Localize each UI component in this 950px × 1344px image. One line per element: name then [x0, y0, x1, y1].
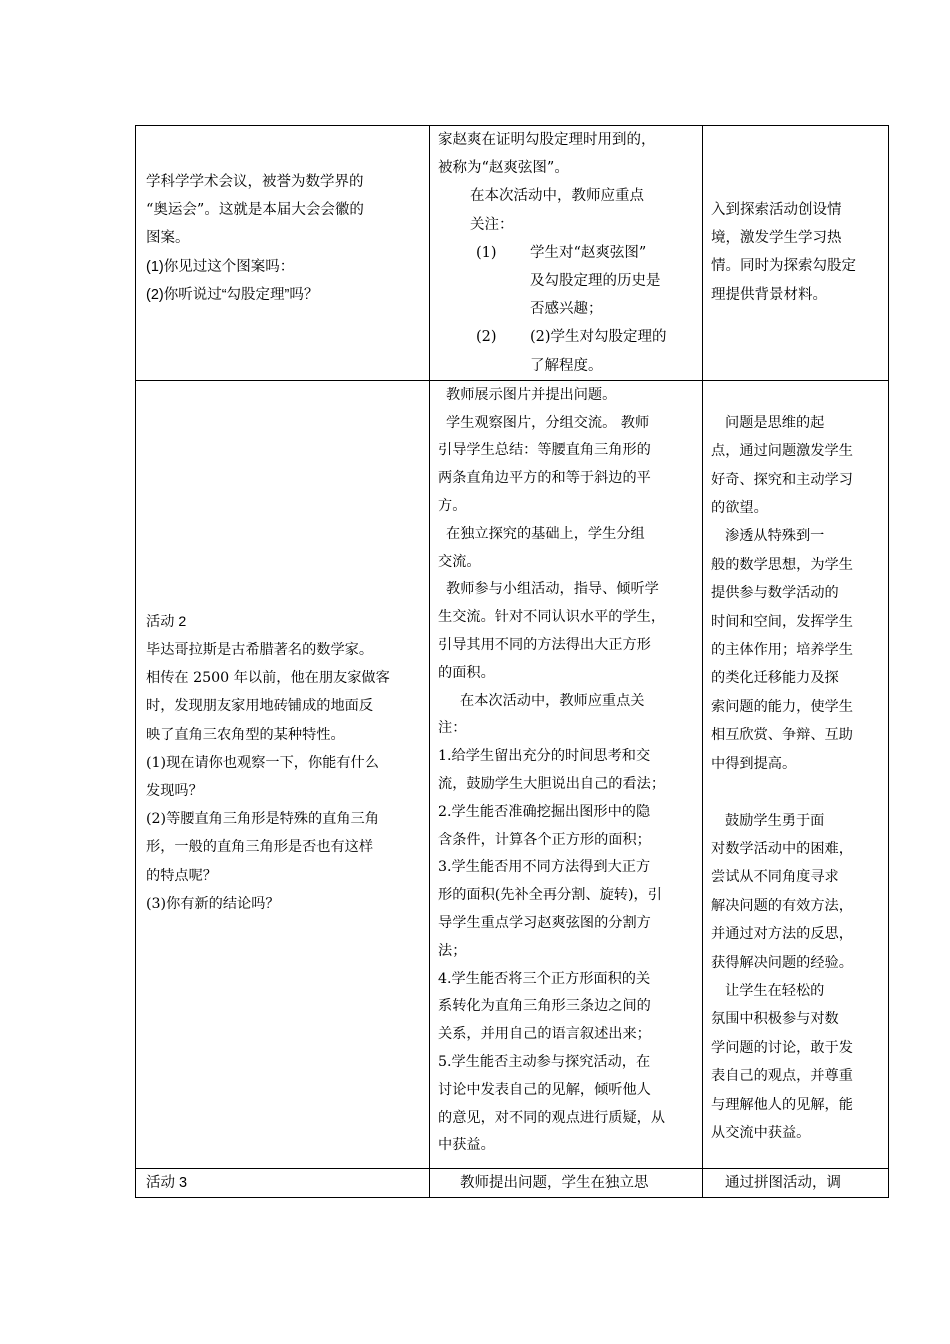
text-line: 获得解决问题的经验。 — [711, 954, 853, 971]
text-line: 境，激发学生学习热 — [711, 230, 842, 247]
text-line: 对数学活动中的困难， — [711, 840, 853, 857]
design-intent-cell — [703, 126, 889, 381]
activity-title: 活动 2 — [146, 613, 187, 630]
text-line: 渗透从特殊到一 — [725, 528, 825, 545]
teacher-student-activity-cell — [430, 126, 703, 381]
text-line: 学问题的讨论，敢于发 — [711, 1039, 853, 1056]
activity-description-cell — [136, 1168, 430, 1197]
question-line: (1)现在请你也观察一下，你能有什么 — [146, 754, 379, 771]
text-line: 引导其用不同的方法得出大正方形 — [438, 637, 651, 653]
text-line: 方。 — [438, 498, 467, 515]
list-item — [438, 239, 702, 324]
item-number: (2) — [476, 329, 497, 346]
text-line: 的欲望。 — [711, 500, 768, 517]
text-line: 从交流中获益。 — [711, 1124, 811, 1141]
list-item: 2.学生能否准确挖掘出图形中的隐 — [438, 803, 651, 820]
text-line: 尝试从不同角度寻求 — [711, 869, 839, 886]
text-line: 提供参与数学活动的 — [711, 585, 839, 602]
text-line: 含条件，计算各个正方形的面积； — [438, 831, 651, 848]
text-line: 两条直角边平方的和等于斜边的平 — [438, 470, 651, 487]
text-line: 与理解他人的见解，能 — [711, 1096, 853, 1113]
text-line: 学科学学术会议，被誉为数学界的 — [146, 174, 364, 190]
list-item: 5.学生能否主动参与探究活动，在 — [438, 1053, 651, 1070]
text-line: 问题是思维的起 — [725, 414, 825, 431]
text-line: 鼓励学生勇于面 — [725, 812, 825, 829]
text-line: 在本次活动中，教师应重点关 — [460, 692, 645, 709]
text-line: 毕达哥拉斯是古希腊著名的数学家。 — [146, 642, 374, 659]
activity-title: 活动 3 — [146, 1174, 188, 1191]
question-line: (1)你见过这个图案吗： — [146, 258, 295, 275]
table-row — [136, 126, 889, 381]
text-line: 点，通过问题激发学生 — [711, 443, 853, 460]
design-intent-cell — [703, 380, 889, 1168]
text-line: 形的面积(先补全再分割、旋转)，引 — [438, 887, 662, 904]
text-line: 流，鼓励学生大胆说出自己的看法； — [438, 775, 666, 792]
text-line: 图案。 — [146, 230, 190, 247]
text-line: 中获益。 — [438, 1137, 495, 1154]
text-line: 的类化迁移能力及探 — [711, 670, 839, 687]
text-line: 了解程度。 — [530, 357, 603, 374]
lesson-plan-table — [135, 125, 889, 1198]
text-line: 表自己的观点，并尊重 — [711, 1068, 853, 1085]
text-line: 映了直角三农角型的某种特性。 — [146, 726, 345, 743]
text-line: 教师展示图片并提出问题。 — [446, 386, 617, 403]
text-line: 法； — [438, 942, 467, 959]
list-item: 1.给学生留出充分的时间思考和交 — [438, 748, 651, 765]
blank-line — [711, 778, 888, 806]
text-line: 让学生在轻松的 — [725, 982, 825, 999]
text-line: 教师参与小组活动，指导、倾听学 — [446, 581, 659, 598]
text-line: 通过拼图活动，调 — [725, 1174, 841, 1191]
text-line: 好奇、探究和主动学习 — [711, 471, 853, 488]
text-line: 的意见，对不同的观点进行质疑，从 — [438, 1109, 666, 1126]
text-line: 时间和空间，发挥学生 — [711, 613, 853, 630]
text-line: 关系，并用自己的语言叙述出来； — [438, 1026, 651, 1043]
text-line: 的主体作用；培养学生 — [711, 642, 853, 659]
question-line: (3)你有新的结论吗？ — [146, 895, 280, 912]
text-line: 情。同时为探索勾股定 — [711, 258, 856, 275]
table-row — [136, 380, 889, 1168]
text-line: 交流。 — [438, 553, 481, 570]
text-line: 及勾股定理的历史是 — [530, 273, 661, 290]
text-line: 家赵爽在证明勾股定理时用到的， — [438, 132, 656, 148]
teacher-student-activity-cell — [430, 1168, 703, 1197]
text-line: (2)学生对勾股定理的 — [530, 329, 667, 346]
text-line: 索问题的能力，使学生 — [711, 698, 853, 715]
text-line: 导学生重点学习赵爽弦图的分割方 — [438, 914, 651, 931]
teacher-student-activity-cell — [430, 380, 703, 1168]
text-line: 生交流。针对不同认识水平的学生， — [438, 609, 666, 626]
text-line: 讨论中发表自己的见解，倾听他人 — [438, 1081, 651, 1098]
text-line: 发现吗？ — [146, 783, 203, 800]
text-line: 在独立探究的基础上，学生分组 — [446, 525, 645, 542]
text-line: 理提供背景材料。 — [711, 286, 827, 303]
text-line: 般的数学思想，为学生 — [711, 556, 853, 573]
text-line: 解决问题的有效方法， — [711, 897, 853, 914]
text-line: 注： — [438, 720, 467, 737]
text-line: 时，发现朋友家用地砖铺成的地面反 — [146, 698, 374, 715]
text-line: 的面积。 — [438, 664, 495, 681]
text-line: 系转化为直角三角形三条边之间的 — [438, 998, 651, 1015]
text-line: 学生观察图片，分组交流。 教师 — [446, 414, 650, 431]
text-line: 相互欣赏、争辩、互助 — [711, 727, 853, 744]
list-item — [438, 323, 702, 379]
focus-line: 在本次活动中，教师应重点 — [470, 188, 644, 205]
text-line: 被称为“赵爽弦图”。 — [438, 160, 569, 177]
activity-description-cell — [136, 380, 430, 1168]
table-row — [136, 1168, 889, 1197]
text-line: 否感兴趣； — [530, 301, 603, 318]
list-item: 3.学生能否用不同方法得到大正方 — [438, 859, 651, 876]
text-line: 氛围中积极参与对数 — [711, 1011, 839, 1028]
text-line: 入到探索活动创设情 — [711, 202, 842, 218]
text-line: 并通过对方法的反思， — [711, 926, 853, 943]
focus-line: 关注： — [470, 216, 514, 233]
text-line: “奥运会”。这就是本届大会会徽的 — [146, 202, 364, 219]
text-line: 学生对“赵爽弦图” — [530, 244, 647, 261]
question-line: (2)等腰直角三角形是特殊的直角三角 — [146, 811, 379, 828]
text-line: 形，一般的直角三角形是否也有这样 — [146, 839, 374, 856]
design-intent-cell — [703, 1168, 889, 1197]
list-item: 4.学生能否将三个正方形面积的关 — [438, 970, 651, 987]
text-line: 教师提出问题，学生在独立思 — [460, 1174, 649, 1191]
text-line: 相传在 2500 年以前，他在朋友家做客 — [146, 670, 390, 687]
item-number: (1) — [476, 244, 497, 261]
activity-description-cell — [136, 126, 430, 381]
text-line: 的特点呢？ — [146, 867, 217, 884]
text-line: 引导学生总结：等腰直角三角形的 — [438, 442, 651, 459]
text-line: 中得到提高。 — [711, 755, 797, 772]
question-line: (2)你听说过“勾股定理”吗？ — [146, 286, 319, 303]
